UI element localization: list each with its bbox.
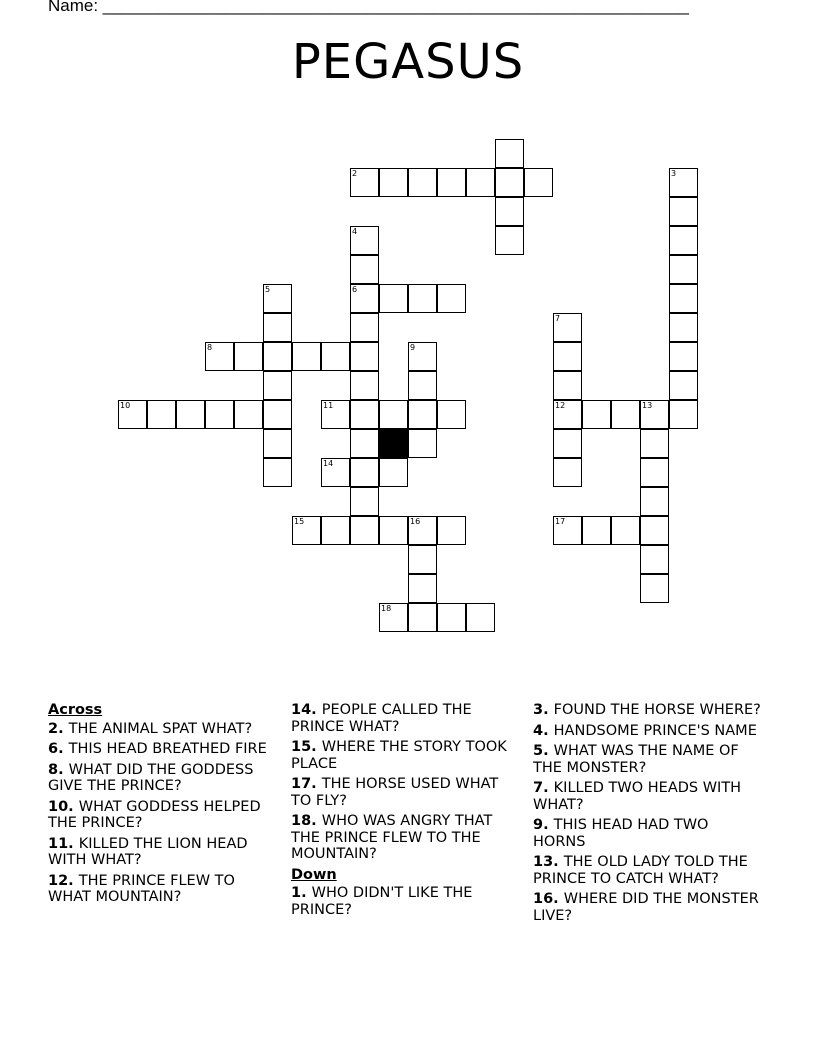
clue-item — [533, 854, 763, 887]
clue-text: KILLED THE LION HEAD WITH WHAT? — [48, 835, 248, 868]
crossword-cell[interactable] — [292, 342, 321, 371]
clue-number-label: 16. — [533, 891, 564, 907]
clue-item — [533, 702, 763, 719]
crossword-cell[interactable] — [669, 342, 698, 371]
clue-item — [291, 702, 521, 735]
crossword-cell[interactable] — [321, 400, 350, 429]
crossword-cell[interactable] — [495, 139, 524, 168]
crossword-cell[interactable] — [321, 458, 350, 487]
crossword-cell[interactable] — [379, 168, 408, 197]
crossword-cell[interactable] — [350, 371, 379, 400]
clue-number-label: 18. — [291, 813, 322, 829]
crossword-cell[interactable] — [524, 168, 553, 197]
crossword-cell[interactable] — [611, 516, 640, 545]
clue-number-label: 1. — [291, 885, 312, 901]
clues-column-1 — [48, 702, 278, 910]
clue-text: THE HORSE USED WHAT TO FLY? — [291, 776, 499, 809]
clue-number-label: 6. — [48, 741, 69, 757]
crossword-cell[interactable] — [408, 516, 437, 545]
clue-text: KILLED TWO HEADS WITH WHAT? — [533, 780, 742, 813]
crossword-cell[interactable] — [350, 284, 379, 313]
crossword-cell[interactable] — [379, 516, 408, 545]
crossword-cell[interactable] — [640, 516, 669, 545]
clue-number-label: 3. — [533, 702, 554, 718]
clue-item — [291, 885, 521, 918]
crossword-cell[interactable] — [379, 458, 408, 487]
clue-number-label: 17. — [291, 776, 322, 792]
across-heading: Across — [48, 702, 103, 718]
clue-text: THIS HEAD HAD TWO HORNS — [533, 817, 709, 850]
clue-text: WHO DIDN'T LIKE THE PRINCE? — [291, 885, 473, 918]
crossword-cell[interactable] — [350, 342, 379, 371]
clue-number: 17 — [555, 517, 566, 526]
clue-item — [48, 762, 278, 795]
crossword-cell[interactable] — [408, 284, 437, 313]
crossword-cell[interactable] — [379, 603, 408, 632]
crossword-cell[interactable] — [263, 342, 292, 371]
crossword-cell[interactable] — [437, 284, 466, 313]
clue-text: THIS HEAD BREATHED FIRE — [68, 741, 267, 757]
crossword-cell[interactable] — [553, 429, 582, 458]
crossword-cell[interactable] — [437, 603, 466, 632]
crossword-cell[interactable] — [263, 284, 292, 313]
clue-number-label: 4. — [533, 722, 554, 739]
crossword-cell[interactable] — [437, 400, 466, 429]
clue-number: 12 — [555, 401, 566, 410]
crossword-cell[interactable] — [495, 168, 524, 197]
clue-number-label: 14. — [291, 702, 322, 718]
clue-number: 3 — [671, 169, 677, 178]
black-cell — [379, 429, 408, 458]
crossword-cell[interactable] — [408, 574, 437, 603]
crossword-cell[interactable] — [408, 342, 437, 371]
clue-number-label: 2. — [48, 720, 69, 737]
clue-number: 5 — [265, 285, 271, 294]
crossword-cell[interactable] — [553, 371, 582, 400]
crossword-cell[interactable] — [669, 226, 698, 255]
crossword-cell[interactable] — [350, 516, 379, 545]
clue-item — [48, 799, 278, 832]
crossword-cell[interactable] — [640, 400, 669, 429]
crossword-cell[interactable] — [437, 168, 466, 197]
crossword-cell[interactable] — [669, 168, 698, 197]
clue-number-label: 5. — [533, 743, 554, 759]
crossword-cell[interactable] — [263, 458, 292, 487]
crossword-cell[interactable] — [350, 168, 379, 197]
clue-number: 9 — [410, 343, 416, 352]
crossword-cell[interactable] — [408, 371, 437, 400]
crossword-cell[interactable] — [669, 313, 698, 342]
clue-item — [533, 817, 763, 850]
clue-number-label: 13. — [533, 854, 564, 870]
crossword-cell[interactable] — [495, 197, 524, 226]
crossword-cell[interactable] — [553, 313, 582, 342]
crossword-cell[interactable] — [292, 516, 321, 545]
clue-item — [533, 743, 763, 776]
crossword-cell[interactable] — [234, 400, 263, 429]
crossword-cell[interactable] — [350, 429, 379, 458]
clue-item — [291, 776, 521, 809]
crossword-cell[interactable] — [350, 458, 379, 487]
clue-number: 2 — [352, 169, 358, 178]
crossword-cell[interactable] — [205, 342, 234, 371]
clue-number: 6 — [352, 285, 358, 294]
clue-item — [48, 721, 278, 738]
clue-number: 10 — [120, 401, 131, 410]
crossword-cell[interactable] — [379, 400, 408, 429]
clue-text: PEOPLE CALLED THE PRINCE WHAT? — [291, 702, 472, 735]
crossword-cell[interactable] — [466, 168, 495, 197]
clue-number: 8 — [207, 343, 213, 352]
crossword-cell[interactable] — [640, 574, 669, 603]
clue-item — [533, 780, 763, 813]
crossword-cell[interactable] — [553, 400, 582, 429]
crossword-cell[interactable] — [350, 313, 379, 342]
clue-item — [291, 813, 521, 863]
crossword-cell[interactable] — [234, 342, 263, 371]
crossword-cell[interactable] — [408, 429, 437, 458]
clue-number-label: 12. — [48, 872, 79, 889]
clue-item — [48, 873, 278, 906]
crossword-cell[interactable] — [379, 284, 408, 313]
crossword-cell[interactable] — [495, 226, 524, 255]
clue-item — [533, 723, 763, 740]
name-field-label: Name: ______________________________________________________________ — [48, 0, 689, 15]
clue-text: THE PRINCE FLEW TO WHAT MOUNTAIN? — [48, 872, 235, 905]
crossword-cell[interactable] — [669, 255, 698, 284]
crossword-cell[interactable] — [640, 487, 669, 516]
crossword-cell[interactable] — [321, 516, 350, 545]
clue-text: WHAT DID THE GODDESS GIVE THE PRINCE? — [48, 761, 254, 794]
crossword-cell[interactable] — [437, 516, 466, 545]
clue-item — [48, 836, 278, 869]
clue-text: WHERE DID THE MONSTER LIVE? — [533, 891, 759, 924]
crossword-cell[interactable] — [408, 400, 437, 429]
crossword-cell[interactable] — [263, 429, 292, 458]
clue-item — [533, 891, 763, 924]
crossword-cell[interactable] — [263, 371, 292, 400]
clue-item — [48, 741, 278, 758]
crossword-cell[interactable] — [350, 487, 379, 516]
clue-text: WHERE THE STORY TOOK PLACE — [291, 739, 507, 772]
crossword-cell[interactable] — [669, 284, 698, 313]
crossword-cell[interactable] — [350, 255, 379, 284]
crossword-cell[interactable] — [118, 400, 147, 429]
clue-text: FOUND THE HORSE WHERE? — [553, 702, 761, 718]
clue-text: HANDSOME PRINCE'S NAME — [553, 722, 757, 739]
clue-text: THE ANIMAL SPAT WHAT? — [68, 720, 253, 737]
down-heading: Down — [291, 866, 337, 883]
clue-number: 7 — [555, 314, 561, 323]
crossword-cell[interactable] — [553, 516, 582, 545]
clue-text: WHAT WAS THE NAME OF THE MONSTER? — [533, 743, 739, 776]
crossword-cell[interactable] — [147, 400, 176, 429]
crossword-cell[interactable] — [321, 342, 350, 371]
crossword-cell[interactable] — [408, 168, 437, 197]
clue-number-label: 10. — [48, 798, 79, 815]
crossword-cell[interactable] — [640, 458, 669, 487]
crossword-cell[interactable] — [553, 458, 582, 487]
clue-number: 18 — [381, 604, 392, 613]
clue-number: 11 — [323, 401, 334, 410]
clue-text: WHO WAS ANGRY THAT THE PRINCE FLEW TO THE MOUNTAIN? — [291, 813, 493, 862]
clue-number-label: 8. — [48, 761, 69, 778]
clues-column-3 — [533, 702, 763, 928]
clue-number-label: 9. — [533, 817, 554, 833]
crossword-cell[interactable] — [640, 429, 669, 458]
crossword-cell[interactable] — [611, 400, 640, 429]
crossword-cell[interactable] — [669, 371, 698, 400]
crossword-cell[interactable] — [408, 545, 437, 574]
crossword-cell[interactable] — [466, 603, 495, 632]
clue-number: 14 — [323, 459, 334, 468]
crossword-cell[interactable] — [408, 603, 437, 632]
crossword-cell[interactable] — [350, 400, 379, 429]
clue-number-label: 15. — [291, 739, 322, 755]
clue-text: WHAT GODDESS HELPED THE PRINCE? — [48, 798, 261, 831]
crossword-cell[interactable] — [263, 313, 292, 342]
crossword-cell[interactable] — [553, 342, 582, 371]
puzzle-title: PEGASUS — [291, 34, 525, 90]
clue-number-label: 11. — [48, 835, 79, 852]
crossword-cell[interactable] — [582, 516, 611, 545]
crossword-cell[interactable] — [205, 400, 234, 429]
clue-number-label: 7. — [533, 780, 554, 796]
crossword-cell[interactable] — [669, 400, 698, 429]
crossword-cell[interactable] — [640, 545, 669, 574]
crossword-cell[interactable] — [669, 197, 698, 226]
crossword-cell[interactable] — [350, 226, 379, 255]
clue-number: 15 — [294, 517, 305, 526]
clue-text: THE OLD LADY TOLD THE PRINCE TO CATCH WHAT? — [533, 854, 748, 887]
clues-column-2 — [291, 702, 521, 922]
crossword-cell[interactable] — [582, 400, 611, 429]
crossword-cell[interactable] — [176, 400, 205, 429]
clue-number: 4 — [352, 227, 358, 236]
clue-item — [291, 739, 521, 772]
clue-number: 13 — [642, 401, 653, 410]
clue-number: 16 — [410, 517, 421, 526]
crossword-cell[interactable] — [263, 400, 292, 429]
